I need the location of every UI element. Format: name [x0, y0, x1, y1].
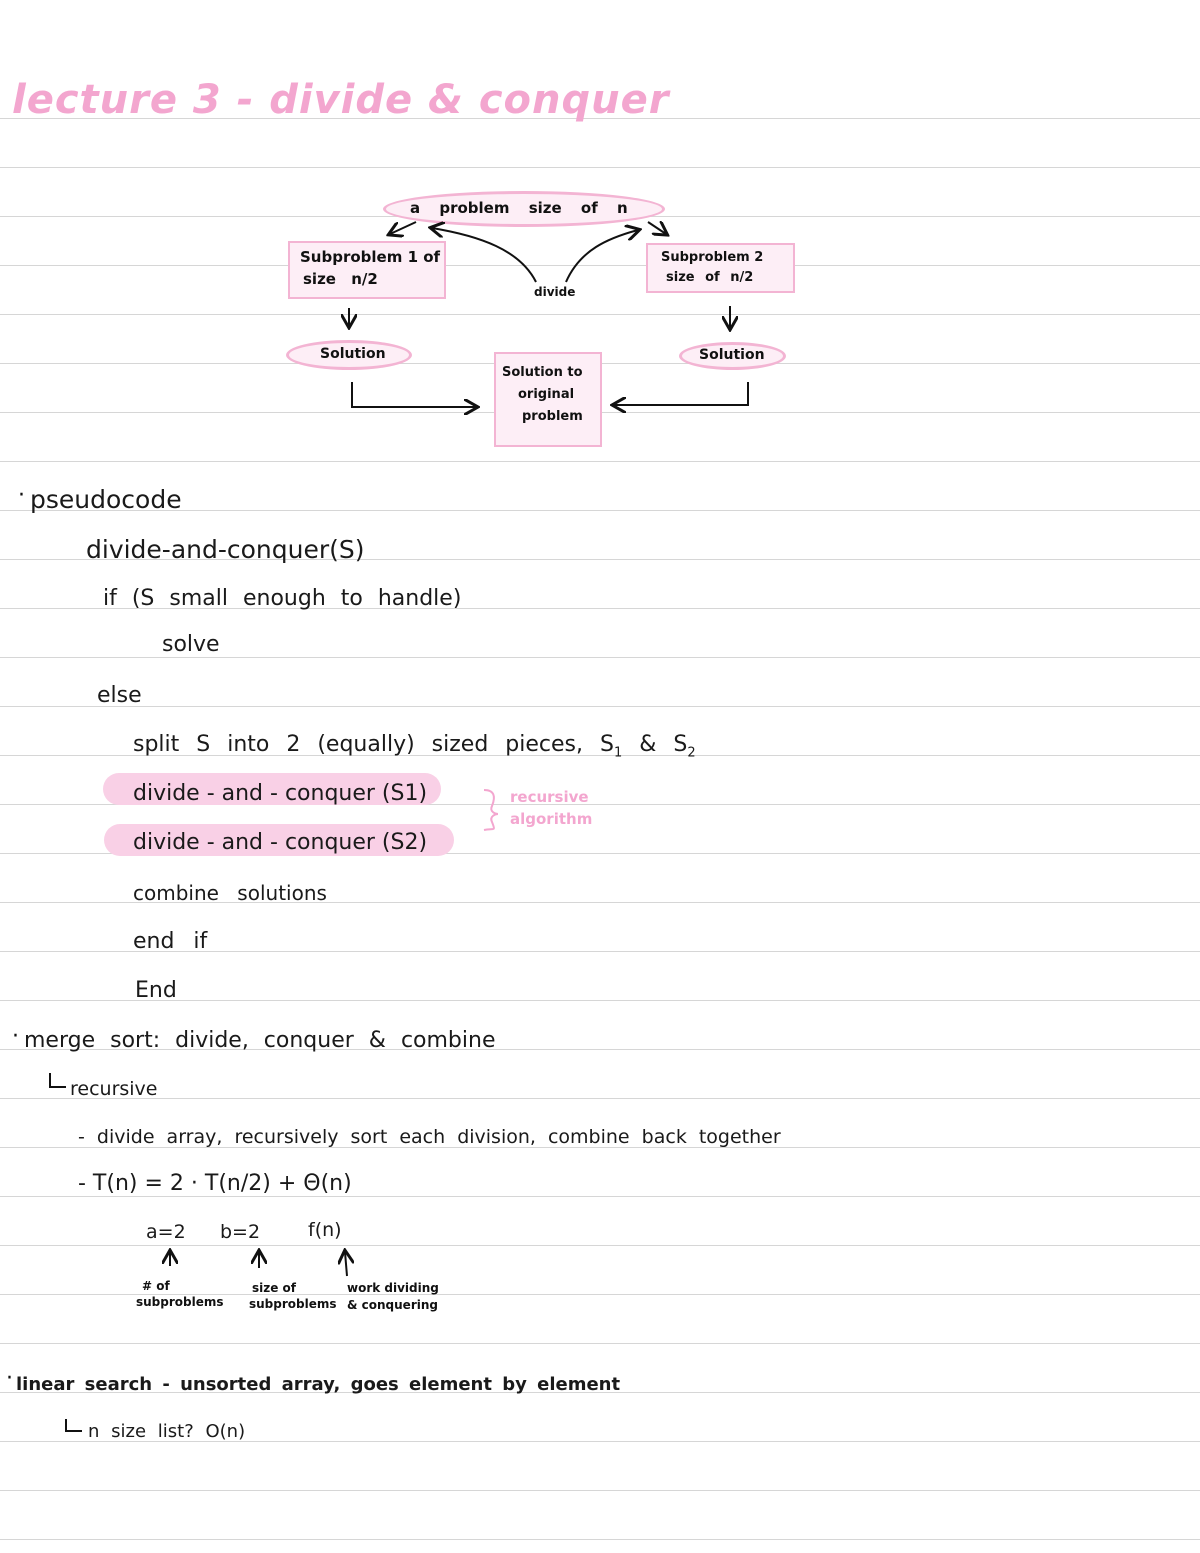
merge-f-label-1: work dividing: [347, 1281, 439, 1295]
solution-left-label: Solution: [320, 346, 386, 362]
original-line3: problem: [522, 409, 583, 424]
bullet-dot: ·: [18, 483, 25, 508]
pseudocode-line8: combine solutions: [133, 881, 327, 905]
merge-sub: recursive: [70, 1078, 158, 1100]
merge-f: f(n): [308, 1219, 342, 1241]
subscript-2: 2: [687, 745, 696, 761]
pseudocode-heading: pseudocode: [30, 485, 182, 514]
merge-heading: merge sort: divide, conquer & combine: [24, 1028, 496, 1053]
pseudocode-line6: divide - and - conquer (S1): [133, 781, 428, 806]
merge-a: a=2: [146, 1221, 186, 1243]
pseudocode-line2: if (S small enough to handle): [103, 586, 462, 611]
original-line1: Solution to: [502, 365, 583, 380]
merge-bullet2: - T(n) = 2 · T(n/2) + Θ(n): [78, 1171, 352, 1196]
bullet-dot: ·: [12, 1024, 19, 1049]
solution-right-label: Solution: [699, 347, 765, 363]
merge-b: b=2: [220, 1221, 261, 1243]
pseudocode-line4: else: [97, 683, 142, 708]
original-line2: original: [518, 387, 575, 402]
split-text-b: & S: [639, 732, 688, 757]
subproblem-2-line1: Subproblem 2: [661, 250, 764, 265]
split-text: split S into 2 (equally) sized pieces, S: [133, 732, 614, 757]
merge-a-label-2: subproblems: [136, 1295, 224, 1309]
linear-heading: linear search - unsorted array, goes element by element: [16, 1374, 621, 1395]
pseudocode-line1: divide-and-conquer(S): [86, 535, 365, 564]
subproblem-1-line2: size n/2: [303, 270, 378, 288]
recursive-note-1: recursive: [510, 788, 589, 806]
linear-sub: n size list? O(n): [88, 1421, 246, 1442]
subproblem-2-line2: size of n/2: [666, 270, 754, 285]
merge-b-label-2: subproblems: [249, 1297, 337, 1311]
subproblem-1-line1: Subproblem 1 of: [300, 248, 441, 266]
divide-label: divide: [534, 285, 576, 299]
recursive-note-2: algorithm: [510, 810, 593, 828]
merge-b-label-1: size of: [252, 1281, 297, 1295]
problem-label: a problem size of n: [410, 199, 628, 217]
merge-a-label-1: # of: [142, 1279, 170, 1293]
subscript-1: 1: [613, 745, 623, 761]
pseudocode-line7: divide - and - conquer (S2): [133, 830, 428, 855]
merge-f-label-2: & conquering: [347, 1298, 438, 1312]
merge-bullet1: - divide array, recursively sort each division, combine back together: [78, 1126, 781, 1148]
page-title: lecture 3 - divide & conquer: [12, 77, 670, 123]
pseudocode-line5: [133, 734, 696, 759]
bullet-dot: ·: [6, 1366, 13, 1391]
pseudocode-line3: solve: [162, 632, 220, 657]
pseudocode-line10: End: [135, 978, 177, 1003]
pseudocode-line9: end if: [133, 929, 208, 954]
